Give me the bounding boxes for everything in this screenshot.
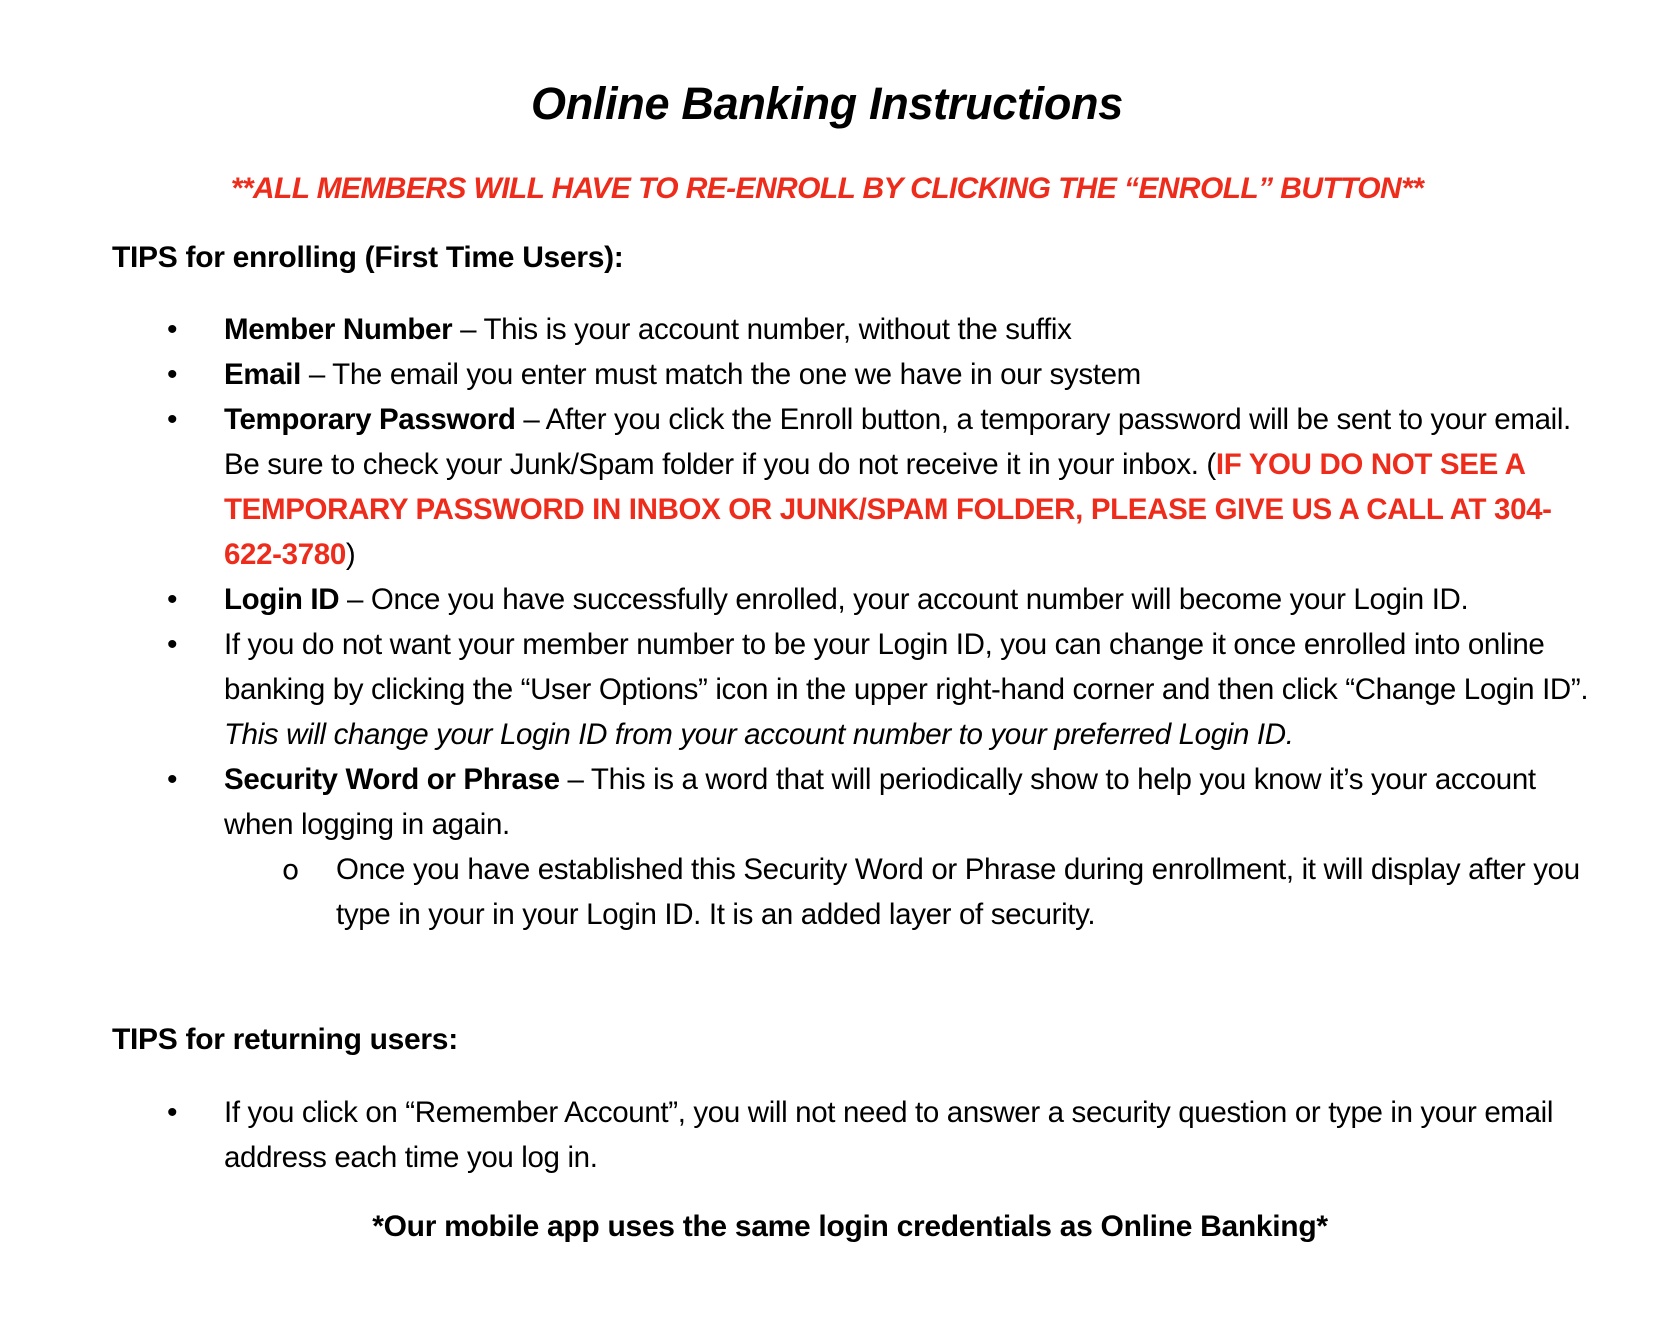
re-enroll-notice: **ALL MEMBERS WILL HAVE TO RE-ENROLL BY CLICKING THE “ENROLL” BUTTON** [230, 172, 1424, 205]
tip-text-close: ) [345, 538, 356, 571]
tip-label: Login ID [224, 583, 340, 616]
tip-text: – The email you enter must match the one we have in our system [300, 358, 1141, 391]
tip-text: If you click on “Remember Account”, you will not need to answer a security question or type in your email address each time you log in. [224, 1096, 1554, 1174]
list-item [167, 352, 1594, 397]
bullet-icon: • [167, 358, 178, 391]
tip-text: If you do not want your member number to be your Login ID, you can change it once enrolled into online banking by clicking the “User Options” icon in the upper right-hand corner and then click “Change Login ID”. [224, 628, 1589, 706]
list-item [167, 397, 1594, 577]
tip-text: – Once you have successfully enrolled, your account number will become your Login ID. [339, 583, 1469, 616]
bullet-icon: • [167, 1096, 178, 1129]
list-item [167, 577, 1594, 622]
tip-label: Member Number [224, 313, 453, 346]
mobile-app-footer-note: *Our mobile app uses the same login credentials as Online Banking* [372, 1210, 1328, 1243]
tip-label: Email [224, 358, 301, 391]
first-time-tips-list [167, 307, 1594, 937]
first-time-users-heading: TIPS for enrolling (First Time Users): [112, 241, 624, 274]
tip-label: Temporary Password [224, 403, 516, 436]
tip-text: – This is a word that will periodically show to help you know it’s your account when logging in again. [224, 763, 1536, 841]
circle-bullet-icon: o [282, 853, 299, 886]
bullet-icon: • [167, 628, 178, 661]
bullet-icon: • [167, 403, 178, 436]
returning-tips-list [167, 1090, 1594, 1180]
tip-text: – After you click the Enroll button, a temporary password will be sent to your email. Be sure to check your Junk/Spam folder if you do not receive it in your inbox. ( [224, 403, 1571, 481]
sub-list-item [282, 847, 1594, 937]
list-item [167, 622, 1594, 757]
support-phone-warning: IF YOU DO NOT SEE A TEMPORARY PASSWORD IN INBOX OR JUNK/SPAM FOLDER, PLEASE GIVE US A CALL AT 304-622-3780 [224, 448, 1552, 571]
list-item [167, 307, 1594, 352]
tip-italic-note: This will change your Login ID from your account number to your preferred Login ID. [224, 718, 1294, 751]
tip-text: – This is your account number, without the suffix [452, 313, 1072, 346]
page-title: Online Banking Instructions [531, 78, 1123, 129]
bullet-icon: • [167, 313, 178, 346]
sub-tip-text: Once you have established this Security Word or Phrase during enrollment, it will display after you type in your in your Login ID. It is an added layer of security. [336, 853, 1580, 931]
list-item [167, 757, 1594, 937]
list-item [167, 1090, 1594, 1180]
tip-label: Security Word or Phrase [224, 763, 560, 796]
returning-users-heading: TIPS for returning users: [112, 1023, 458, 1056]
bullet-icon: • [167, 583, 178, 616]
sub-list [224, 847, 1594, 937]
bullet-icon: • [167, 763, 178, 796]
